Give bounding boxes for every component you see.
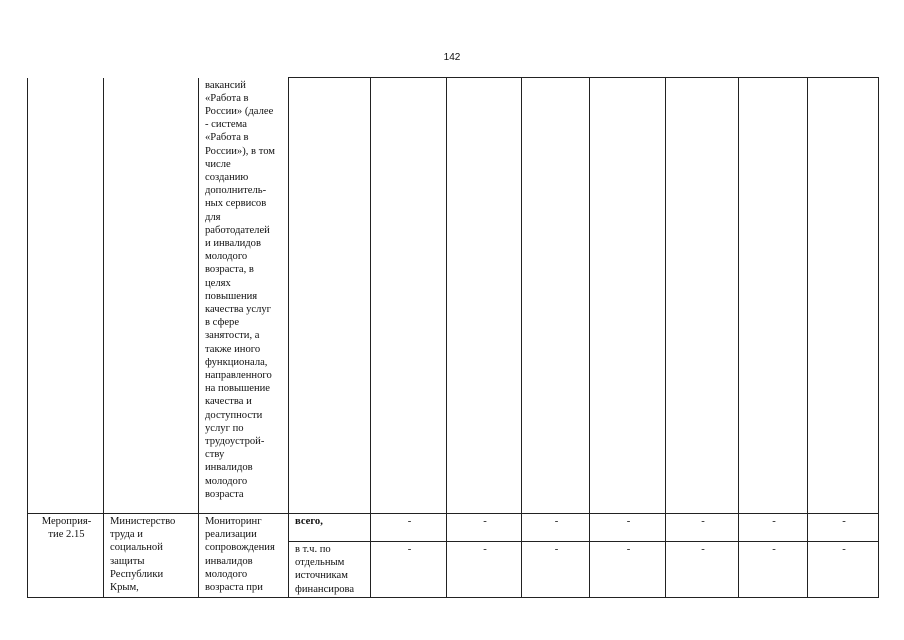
continuation-executor-cell (104, 78, 199, 514)
continuation-value-cell (739, 78, 808, 514)
funding-source-cell: в т.ч. по отдельным источникам финансирова (289, 542, 371, 598)
continuation-value-cell (808, 78, 879, 514)
funding-value-cell: - (371, 542, 447, 598)
continuation-value-cell (666, 78, 739, 514)
funding-value-cell: - (808, 542, 879, 598)
activity-description-cell: Мониторинг реализации сопровождения инвалидов молодого возраста при (199, 514, 289, 598)
continuation-source-cell (289, 78, 371, 514)
funding-value-cell: - (590, 514, 666, 542)
funding-value-cell: - (447, 514, 522, 542)
funding-value-cell: - (522, 542, 590, 598)
funding-value-cell: - (666, 542, 739, 598)
continuation-code-cell (28, 78, 104, 514)
funding-table (27, 77, 879, 598)
funding-value-cell: - (590, 542, 666, 598)
funding-value-cell: - (522, 514, 590, 542)
activity-total-row (28, 514, 879, 542)
page-number: 142 (443, 52, 461, 63)
continuation-value-cell (371, 78, 447, 514)
activity-executor-cell: Министерство труда и социальной защиты Республики Крым, (104, 514, 199, 598)
continuation-description-cell: вакансий «Работа в России» (далее - система «Работа в России»), в том числе созданию дополнитель- ных сервисов для работодателей и инвалидов молодого возраста, в целях повышения качества услуг в сфере занятости, а также иного функционала, направленного на повышение качества и доступности услуг по трудоустрой- ству инвалидов молодого возраста (199, 78, 289, 514)
funding-value-cell: - (447, 542, 522, 598)
funding-source-cell: всего, (289, 514, 371, 542)
funding-value-cell: - (739, 514, 808, 542)
activity-code-cell: Мероприя- тие 2.15 (28, 514, 104, 598)
continuation-value-cell (522, 78, 590, 514)
funding-value-cell: - (371, 514, 447, 542)
funding-value-cell: - (666, 514, 739, 542)
continuation-row (28, 78, 879, 514)
continuation-value-cell (590, 78, 666, 514)
funding-value-cell: - (739, 542, 808, 598)
continuation-value-cell (447, 78, 522, 514)
funding-value-cell: - (808, 514, 879, 542)
